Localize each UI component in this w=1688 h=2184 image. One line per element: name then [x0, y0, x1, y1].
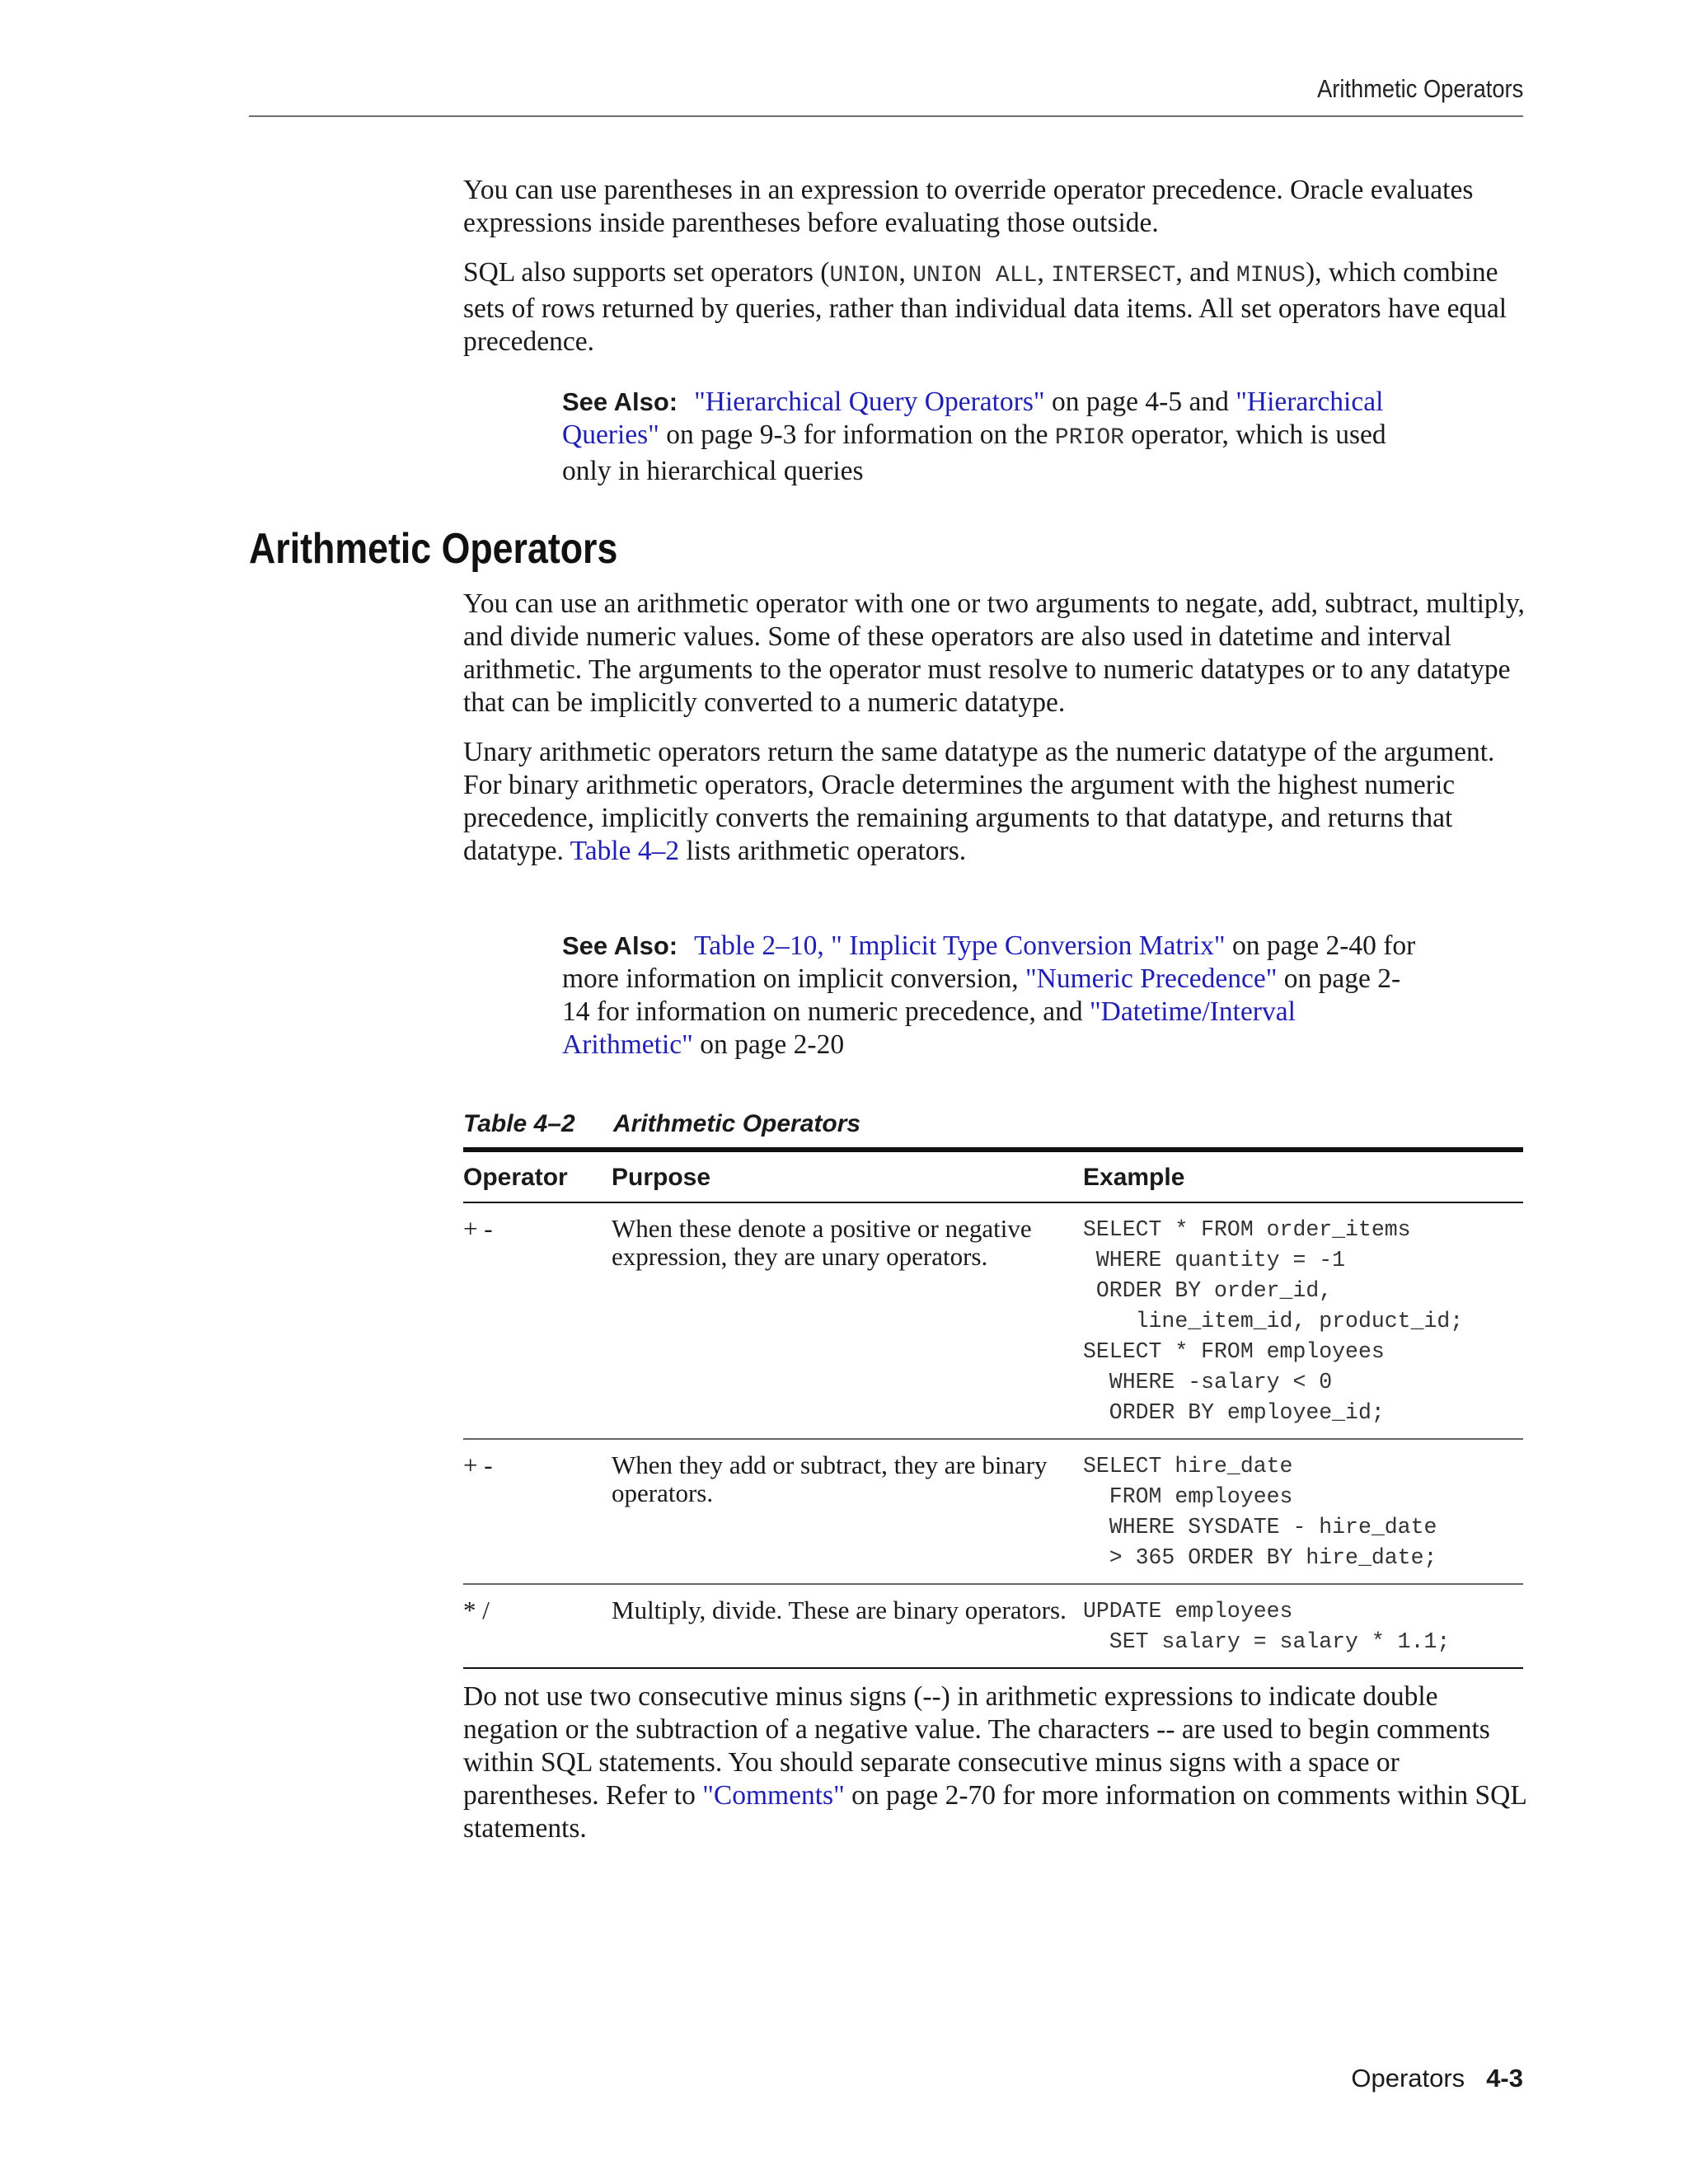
code-union-all: UNION ALL — [912, 263, 1038, 288]
closing-section — [463, 1680, 1526, 1845]
code-minus: MINUS — [1236, 263, 1306, 288]
code-example: SELECT * FROM order_items WHERE quantity = -1 ORDER BY order_id, line_item_id, product_id; SELECT * FROM employees WHERE -salary < 0 ORDER BY employee_id; — [1083, 1217, 1464, 1425]
text-span: lists arithmetic operators. — [679, 836, 967, 866]
table-caption-number: Table 4–2 — [463, 1110, 575, 1137]
table-row — [463, 1202, 1523, 1439]
header-purpose: Purpose — [612, 1150, 1083, 1202]
cell-operator: + - — [463, 1202, 612, 1439]
link-implicit-type-conversion-matrix[interactable]: Table 2–10, " Implicit Type Conversion Matrix" — [694, 930, 1226, 961]
code-example: UPDATE employees SET salary = salary * 1.1; — [1083, 1599, 1451, 1654]
header-example: Example — [1083, 1150, 1523, 1202]
table-header-row — [463, 1150, 1523, 1202]
link-hierarchical-queries[interactable]: "Hierarchical Queries" — [562, 387, 1384, 450]
intro-paragraph-1: You can use parentheses in an expression to override operator precedence. Oracle evaluates expressions inside parentheses before evaluating those outside. — [463, 175, 1474, 238]
page-footer — [1351, 2064, 1523, 2093]
section-paragraph-2 — [463, 736, 1526, 868]
see-also-label: See Also: — [562, 387, 678, 416]
cell-example — [1083, 1439, 1523, 1584]
text-span: ), which combine sets of rows returned by queries, rather than individual data items. All set operators have equal precedence. — [463, 257, 1507, 357]
text-span: on page 9-3 for information on the — [659, 419, 1055, 450]
page-number: 4-3 — [1486, 2064, 1523, 2093]
cell-purpose: When they add or subtract, they are binary operators. — [612, 1439, 1083, 1584]
link-comments[interactable]: "Comments" — [702, 1780, 845, 1811]
cell-example — [1083, 1202, 1523, 1439]
code-example: SELECT hire_date FROM employees WHERE SYSDATE - hire_date > 365 ORDER BY hire_date; — [1083, 1454, 1437, 1570]
intro-paragraph-2 — [463, 256, 1526, 359]
text-span: , and — [1175, 257, 1236, 288]
text-span: SQL also supports set operators ( — [463, 257, 830, 288]
header-operator: Operator — [463, 1150, 612, 1202]
text-span: Unary arithmetic operators return the same datatype as the numeric datatype of the argument. For binary arithmetic operators, Oracle determines the argument with the highest numeric precedence, implicitly converts the remaining arguments to that datatype, and returns that datatype. — [463, 737, 1495, 866]
arithmetic-operators-table — [463, 1147, 1523, 1669]
running-header — [249, 73, 1523, 117]
footer-chapter: Operators — [1351, 2064, 1465, 2093]
code-intersect: INTERSECT — [1051, 263, 1176, 288]
intro-section — [463, 174, 1526, 359]
text-span: on page 2-14 for information on numeric precedence, and — [562, 963, 1401, 1027]
running-header-title: Arithmetic Operators — [1316, 74, 1523, 103]
cell-example — [1083, 1584, 1523, 1668]
section-heading: Arithmetic Operators — [249, 525, 618, 573]
link-numeric-precedence[interactable]: "Numeric Precedence" — [1025, 963, 1278, 994]
see-also-note-1 — [562, 386, 1428, 488]
link-datetime-interval-arithmetic[interactable]: "Datetime/Interval Arithmetic" — [562, 996, 1296, 1060]
text-span: Do not use two consecutive minus signs (--) in arithmetic expressions to indicate double negation or the subtraction of a negative value. The characters -- are used to begin comments within SQL statements. You should separate consecutive minus signs with a space or parentheses. Refer to — [463, 1681, 1490, 1811]
text-span: on page 2-20 — [692, 1029, 845, 1060]
link-hierarchical-query-operators[interactable]: "Hierarchical Query Operators" — [694, 387, 1045, 417]
link-table-4-2[interactable]: Table 4–2 — [570, 836, 680, 866]
table-caption-title: Arithmetic Operators — [613, 1110, 861, 1137]
text-span: , — [898, 257, 913, 288]
text-span: on page 2-40 for more information on implicit conversion, — [562, 930, 1416, 994]
cell-operator: + - — [463, 1439, 612, 1584]
section-paragraph-1: You can use an arithmetic operator with one or two arguments to negate, add, subtract, multiply, and divide numeric values. Some of these operators are also used in datetime and interval arithmetic. The arguments to the operator must resolve to numeric datatypes or to any datatype that can be implicitly converted to a numeric datatype. — [463, 588, 1525, 718]
section-body — [463, 588, 1526, 868]
table-row — [463, 1439, 1523, 1584]
closing-paragraph — [463, 1680, 1526, 1845]
see-also-label: See Also: — [562, 931, 678, 960]
text-span: , — [1037, 257, 1052, 288]
code-prior: PRIOR — [1054, 425, 1124, 451]
text-span: on page 4-5 and — [1044, 387, 1236, 417]
text-span: operator, which is used only in hierarchical queries — [562, 419, 1386, 486]
cell-operator: * / — [463, 1584, 612, 1668]
cell-purpose: Multiply, divide. These are binary operators. — [612, 1584, 1083, 1668]
cell-purpose: When these denote a positive or negative expression, they are unary operators. — [612, 1202, 1083, 1439]
table-caption — [463, 1110, 860, 1138]
text-span: on page 2-70 for more information on comments within SQL statements. — [463, 1780, 1526, 1844]
code-union: UNION — [829, 263, 899, 288]
see-also-note-2 — [562, 930, 1428, 1062]
table-row — [463, 1584, 1523, 1668]
